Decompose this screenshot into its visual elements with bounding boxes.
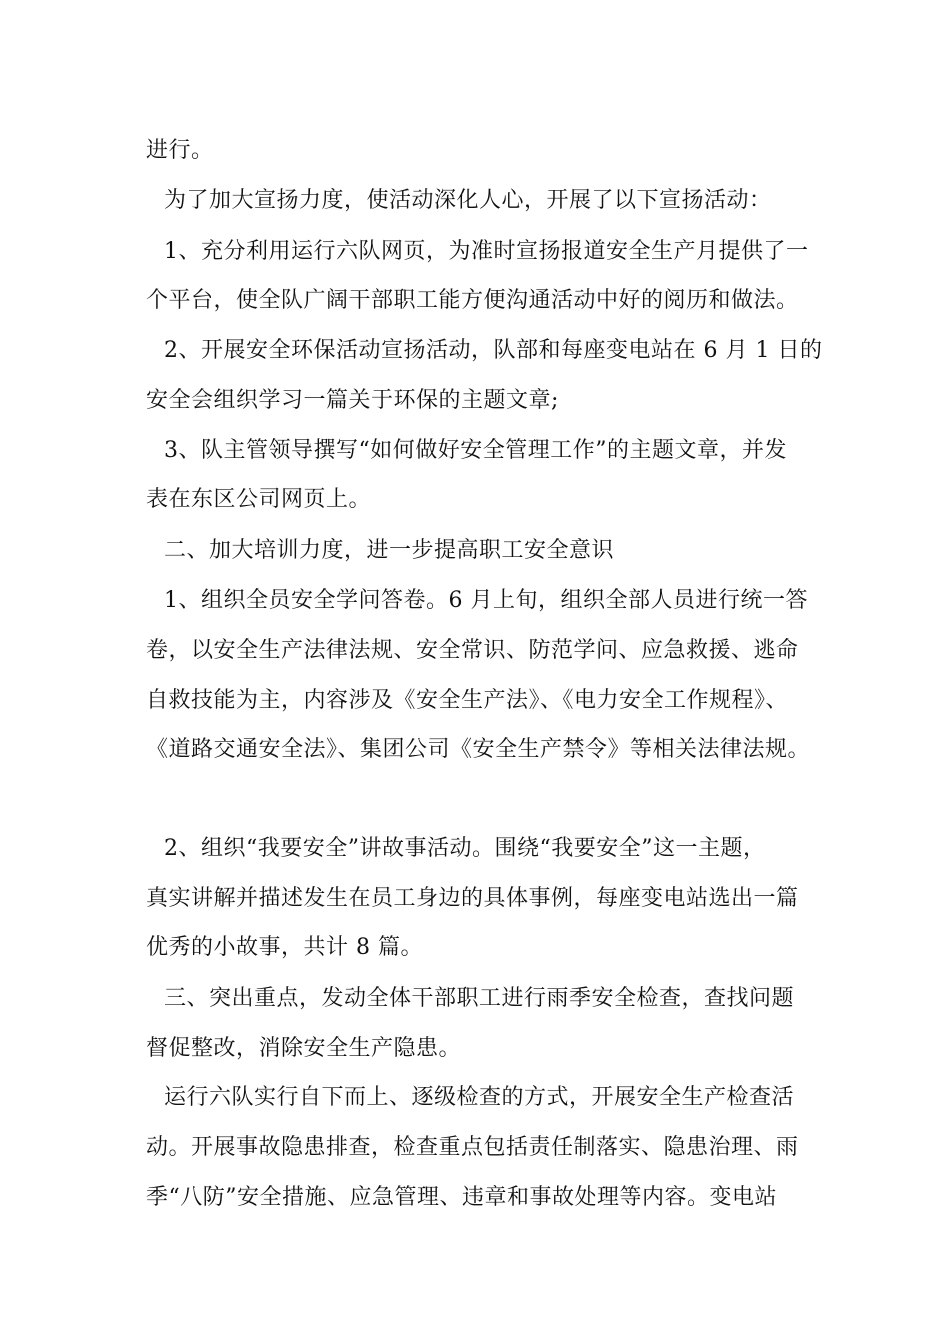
section-heading: 二、加大培训力度，进一步提高职工安全意识: [164, 538, 615, 563]
paragraph-line: 1、组织全员安全学问答卷。6 月上旬，组织全部人员进行统一答: [164, 588, 808, 613]
paragraph-line: 运行六队实行自下而上、逐级检查的方式，开展安全生产检查活: [164, 1085, 795, 1110]
paragraph-line: 动。开展事故隐患排查，检查重点包括责任制落实、隐患治理、雨: [146, 1135, 799, 1160]
paragraph-line: 《道路交通安全法》、集团公司《安全生产禁令》等相关法律法规。: [146, 737, 811, 762]
paragraph-line: 3、队主管领导撰写“如何做好安全管理工作”的主题文章，并发: [164, 438, 787, 463]
paragraph-line: 自救技能为主，内容涉及《安全生产法》、《电力安全工作规程》、: [146, 688, 789, 713]
paragraph-line: 季“八防”安全措施、应急管理、违章和事故处理等内容。变电站: [146, 1185, 777, 1210]
paragraph-line: 表在东区公司网页上。: [146, 487, 372, 512]
paragraph-line: 优秀的小故事，共计 8 篇。: [146, 935, 423, 960]
paragraph-line: 2、开展安全环保活动宣扬活动，队部和每座变电站在 6 月 1 日的: [164, 338, 823, 363]
paragraph-line: 安全会组织学习一篇关于环保的主题文章;: [146, 388, 559, 413]
section-heading: 三、突出重点，发动全体干部职工进行雨季安全检查，查找问题: [164, 986, 795, 1011]
paragraph-line: 真实讲解并描述发生在员工身边的具体事例，每座变电站选出一篇: [146, 886, 799, 911]
paragraph-line: 个平台，使全队广阔干部职工能方便沟通活动中好的阅历和做法。: [146, 288, 799, 313]
paragraph-line: 2、组织“我要安全”讲故事活动。围绕“我要安全”这一主题，: [164, 836, 766, 861]
paragraph-line: 进行。: [146, 138, 214, 163]
paragraph-line: 督促整改，消除安全生产隐患。: [146, 1036, 462, 1061]
paragraph-line: 卷，以安全生产法律法规、安全常识、防范学问、应急救援、逃命: [146, 638, 799, 663]
paragraph-line: 为了加大宣扬力度，使活动深化人心，开展了以下宣扬活动：: [164, 188, 772, 213]
paragraph-line: 1、充分利用运行六队网页，为准时宣扬报道安全生产月提供了一: [164, 239, 809, 264]
